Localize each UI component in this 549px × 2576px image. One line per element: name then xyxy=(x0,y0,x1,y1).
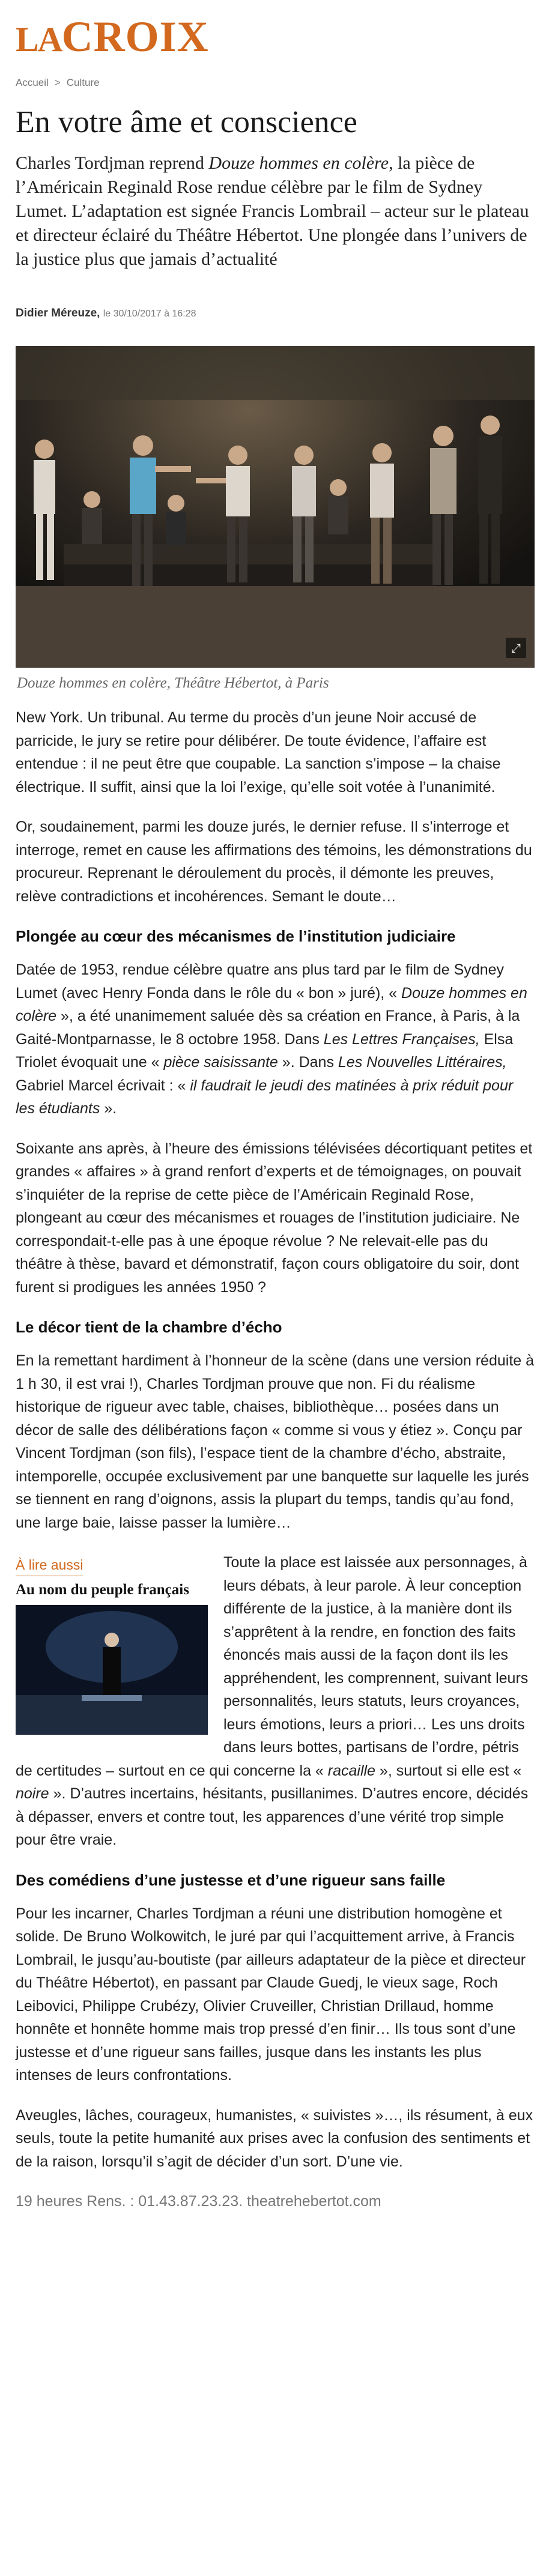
caption-title: Douze hommes en colère xyxy=(17,675,167,691)
paragraph: Aveugles, lâches, courageux, humanistes, « suivistes »…, ils résument, à eux seuls, toute la petite humanité aux prises avec la confusion des sentiments et de la raison, lorsqu’il s’agit de décider d’un sort. D’une vie. xyxy=(16,2106,533,2170)
breadcrumb-separator: > xyxy=(54,77,61,88)
section-heading: Des comédiens d’une justesse et d’une rigueur sans faille xyxy=(16,1870,446,1889)
breadcrumb-culture[interactable]: Culture xyxy=(66,77,100,88)
article-body xyxy=(16,706,535,2230)
lead-text: Charles Tordjman reprend xyxy=(16,153,209,173)
lead-text-rest: , la pièce de l’Américain Reginald Rose rendue célèbre par le film de Sydney Lumet. L’adaptation est signée Francis Lombrail – acteur sur le plateau et directeur éclairé du Théâtre Hébertot. Une plongée dans l’univers de la justice plus que jamais d’actualité xyxy=(16,153,529,269)
related-thumbnail[interactable] xyxy=(16,1605,208,1735)
paragraph: Pour les incarner, Charles Tordjman a réuni une distribution homogène et solide. De Bruno Wolkowitch, le juré par qui l’acquittement arrive, à Francis Lombrail, le jusqu’au-boutiste (par ailleurs adaptateur de la pièce et directeur du Théâtre Hébertot), en passant par Claude Guedj, le vieux sage, Roch Leibovici, Philippe Crubézy, Olivier Cruveiller, Christian Drillaud, homme honnête et honnête homme mais trop pressé d’en finir… Ils tous sont d’une justesse et d’une rigueur sans failles, jusque dans les instants les plus intenses de leurs confrontations. xyxy=(16,1905,526,2084)
caption-place: , Théâtre Hébertot, à Paris xyxy=(166,675,329,691)
breadcrumb-home[interactable]: Accueil xyxy=(16,77,49,88)
paragraph: Soixante ans après, à l’heure des émissions télévisées décortiquant petites et grandes « affaires » à grand renfort d’experts et de témoignages, on pouvait s’inquiéter de la reprise de cette pièce de l’Américain Reginald Rose, plongeant au cœur des mécanismes et rouages de l’institution judiciaire. Ne correspondait-t-elle pas à une époque révolue ? Ne relevait-elle pas du théâtre à thèse, bavard et démonstratif, façon cours obligatoire du soir, dont furent si prodigues les années 1950 ? xyxy=(16,1140,533,1296)
logo-croix: CROIX xyxy=(61,13,209,61)
hero-image[interactable] xyxy=(16,346,535,699)
section-heading: Plongée au cœur des mécanismes de l’institution judiciaire xyxy=(16,927,456,945)
publish-date: le 30/10/2017 à 16:28 xyxy=(103,309,196,319)
section-heading: Le décor tient de la chambre d’écho xyxy=(16,1318,282,1336)
paragraph: Toute la place est laissée aux personnages, à leurs débats, à leur parole. À leur conception différente de la justice, à la manière dont ils s’apprêtent à la rendre, en fonction des faits énoncés mais aussi de la façon dont ils les appréhendent, les comprennent, suivant leurs personnalités, leurs statuts, leurs croyances, leurs émotions, leurs a priori… Les uns droits dans leurs bottes, partisans de l’ordre, pétris de certitudes – surtout en ce qui concerne la « racaille », surtout si elle est « noire ». D’autres incertains, hésitants, pusillanimes. D’autres encore, décidés à dépasser, envers et contre tout, les apparences d’une vérité trop simple pour être vraie. xyxy=(16,1554,529,1848)
stage-photo xyxy=(16,346,535,668)
lead-title: Douze hommes en colère xyxy=(208,153,389,173)
related-label: À lire aussi xyxy=(16,1556,83,1576)
paragraph: New York. Un tribunal. Au terme du procès d’un jeune Noir accusé de parricide, le jury se retire pour délibérer. De toute évidence, l’affaire est entendue : il ne peut être que coupable. La sanction s’impose – la chaise électrique. Il suffit, ainsi que la loi l’exige, qu’elle soit votée à l’unanimité. xyxy=(16,709,501,796)
practical-info: 19 heures Rens. : 01.43.87.23.23. theatrehebertot.com xyxy=(16,2193,381,2210)
paragraph: Datée de 1953, rendue célèbre quatre ans plus tard par le film de Sydney Lumet (avec Henry Fonda dans le rôle du « bon » juré), « Douze hommes en colère », a été unanimement saluée dès sa création en France, à Paris, à la Gaité-Montparnasse, le 8 octobre 1958. Dans Les Lettres Françaises, Elsa Triolet évoquait une « pièce saisissante ». Dans Les Nouvelles Littéraires, Gabriel Marcel écrivait : « il faudrait le jeudi des matinées à prix réduit pour les étudiants ». xyxy=(16,961,527,1117)
related-title[interactable]: Au nom du peuple français xyxy=(16,1581,189,1598)
paragraph: En la remettant hardiment à l’honneur de la scène (dans une version réduite à 1 h 30, il est vrai !), Charles Tordjman prouve que non. Fi du réalisme historique de rigueur avec table, chaises, bibliothèque… posées dans un décor de salle des délibérations façon « comme si vous y étiez ». Conçu par Vincent Tordjman (son fils), l’espace tient de la chambre d’écho, abstraite, intemporelle, occupée exclusivement par une banquette sur laquelle les jurés se tiennent en rang d’oignons, assis la plupart du temps, tandis qu’au fond, une large baie, laisse passer la lumière… xyxy=(16,1352,535,1531)
logo-la: LA xyxy=(16,20,62,59)
author-name[interactable]: Didier Méreuze, xyxy=(16,307,100,319)
paragraph: Or, soudainement, parmi les douze jurés, le dernier refuse. Il s’interroge et interroge, remet en cause les affirmations des témoins, les démonstrations du procureur. Reprenant le déroulement du procès, il démonte les preuves, relève contradictions et incohérences. Semant le doute… xyxy=(16,818,532,905)
related-article[interactable] xyxy=(16,1553,208,1735)
expand-icon[interactable]: ⤢ xyxy=(506,638,526,658)
image-caption xyxy=(16,668,535,699)
related-photo xyxy=(16,1605,208,1735)
byline xyxy=(16,307,196,320)
breadcrumb xyxy=(16,77,100,89)
la-croix-logo[interactable] xyxy=(16,10,209,67)
article-lead xyxy=(16,151,535,271)
article-title: En votre âme et conscience xyxy=(16,105,357,139)
